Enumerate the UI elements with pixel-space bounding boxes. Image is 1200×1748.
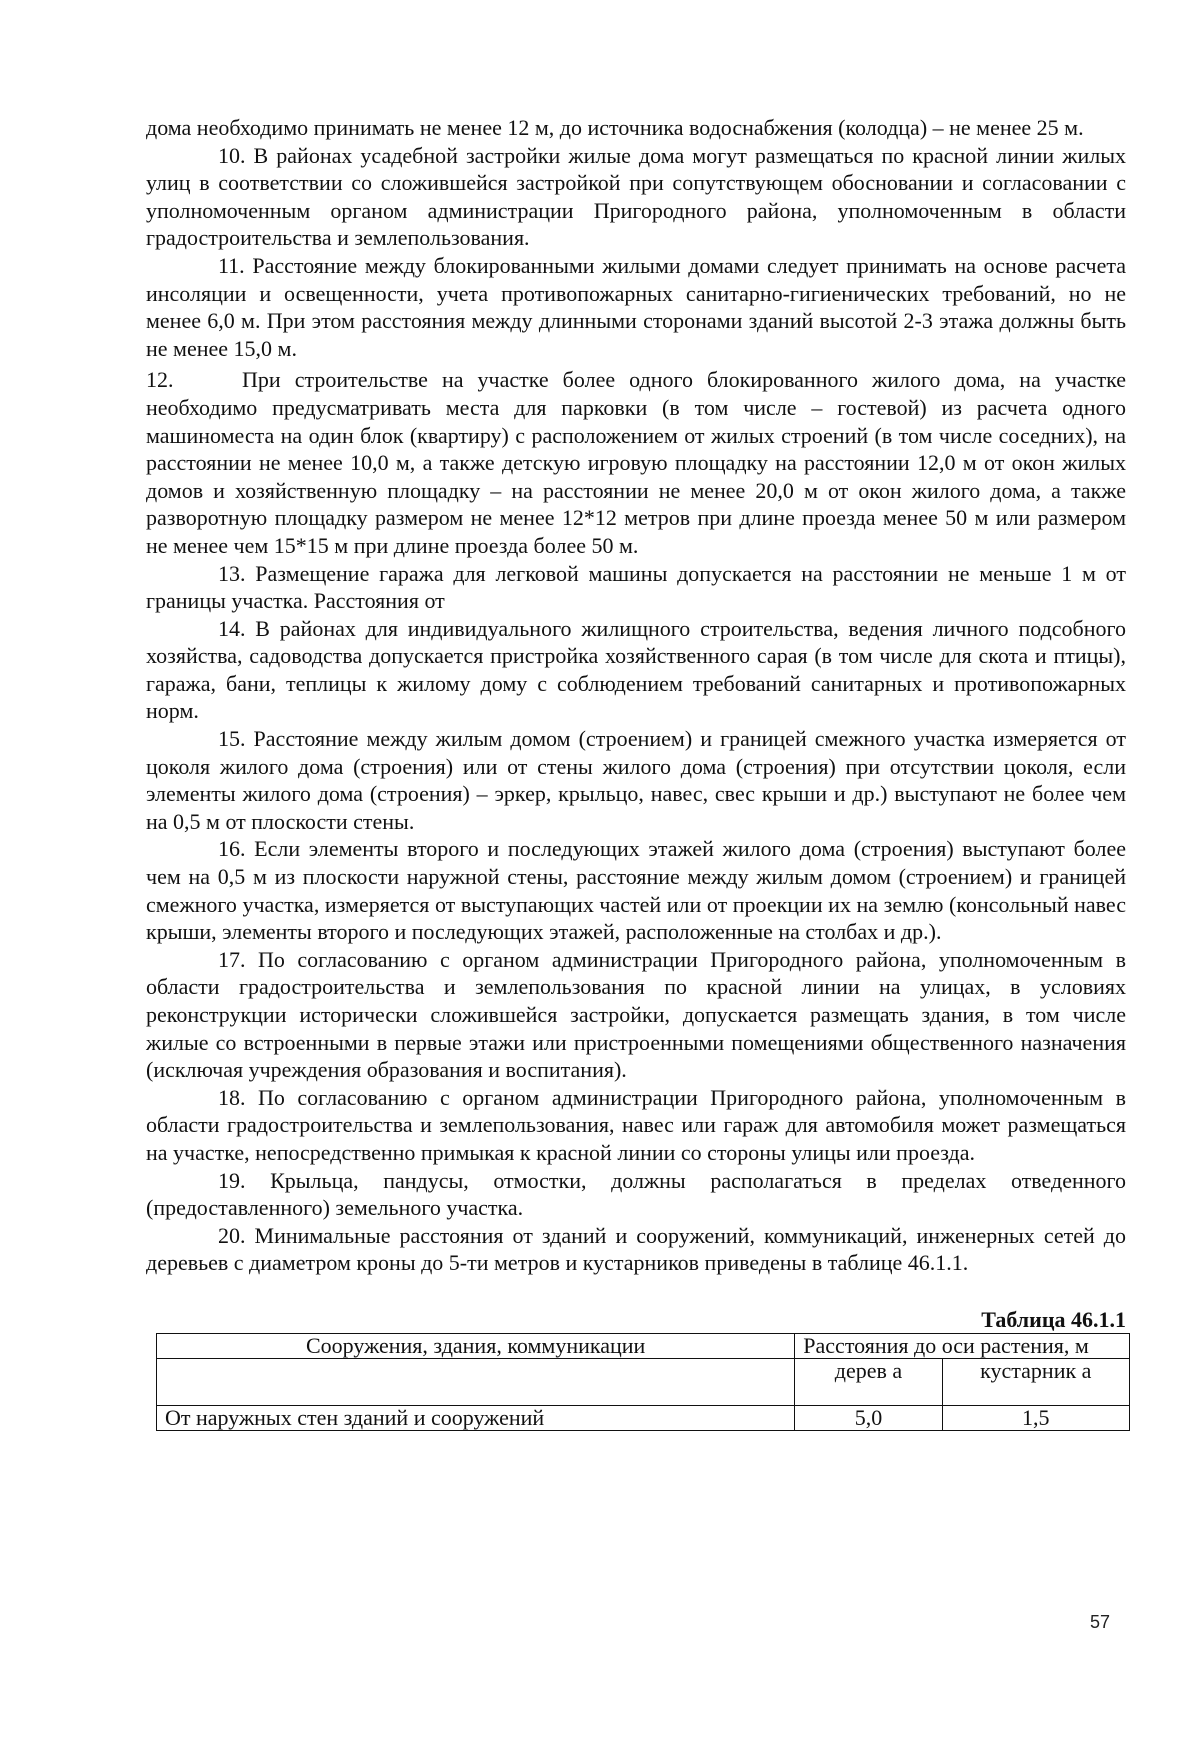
paragraph-15: 15. Расстояние между жилым домом (строением) и границей смежного участка измеряется от цоколя жилого дома (строения) или от стены жилого дома (строения) при отсутствии цоколя, если элементы жилого дома (строения) – эркер, крыльцо, навес, свес крыши и др.) выступают не более чем на 0,5 м от плоскости стены. — [146, 726, 1126, 834]
paragraph-19: 19. Крыльца, пандусы, отмостки, должны располагаться в пределах отведенного (предоставленного) земельного участка. — [146, 1167, 1126, 1221]
subheader-empty — [157, 1358, 795, 1405]
table-subheader-row — [157, 1358, 1130, 1405]
header-distance: Расстояния до оси растения, м — [795, 1333, 1130, 1358]
paragraph-11: 11. Расстояние между блокированными жилыми домами следует принимать на основе расчета инсоляции и освещенности, учета противопожарных санитарно-гигиенических требований, но не менее 6,0 м. При этом расстояния между длинными сторонами зданий высотой 2-3 этажа должны быть не менее 15,0 м. — [146, 252, 1126, 361]
paragraph-14: 14. В районах для индивидуального жилищного строительства, ведения личного подсобного хозяйства, садоводства допускается пристройка хозяйственного сарая (в том числе для скота и птицы), гаража, бани, теплицы к жилому дому с соблюдением требований санитарных и противопожарных норм. — [146, 615, 1126, 724]
document-page — [146, 114, 1126, 1431]
paragraph-18: 18. По согласованию с органом администрации Пригородного района, уполномоченным в области градостроительства и землепользования, навес или гараж для автомобиля может размещаться на участке, непосредственно примыкая к красной линии со стороны улицы или проезда. — [146, 1084, 1126, 1165]
subheader-shrubs: кустарник а — [942, 1358, 1129, 1405]
subheader-trees: дерев а — [795, 1358, 942, 1405]
header-structures: Сооружения, здания, коммуникации — [157, 1333, 795, 1358]
page-number: 57 — [1090, 1612, 1111, 1632]
paragraph-10: 10. В районах усадебной застройки жилые дома могут размещаться по красной линии жилых улиц в соответствии со сложившейся застройкой при сопутствующем обосновании и согласовании с уполномоченным органом администрации Пригородного района, уполномоченным в области градостроительства и землепользования. — [146, 142, 1126, 251]
paragraph-12-number: 12. — [146, 367, 174, 393]
paragraph-16: 16. Если элементы второго и последующих этажей жилого дома (строения) выступают более чем на 0,5 м из плоскости наружной стены, расстояние между жилым домом (строением) и границей смежного участка, измеряется от выступающих частей или от проекции их на землю (консольный навес крыши, элементы второго и последующих этажей, расположенные на столбах и др.). — [146, 836, 1126, 945]
table-caption: Таблица 46.1.1 — [981, 1306, 1126, 1332]
paragraph-continuation: дома необходимо принимать не менее 12 м, до источника водоснабжения (колодца) – не менее 25 м. — [146, 115, 1084, 140]
row-label: От наружных стен зданий и сооружений — [157, 1405, 795, 1430]
paragraph-20: 20. Минимальные расстояния от зданий и сооружений, коммуникаций, инженерных сетей до деревьев с диаметром кроны до 5-ти метров и кустарников приведены в таблице 46.1.1. — [146, 1222, 1126, 1276]
paragraph-12 — [146, 366, 1126, 559]
distance-table — [156, 1333, 1130, 1431]
table-row — [157, 1405, 1130, 1430]
paragraph-13: 13. Размещение гаража для легковой машины допускается на расстоянии не меньше 1 м от границы участка. Расстояния от — [146, 560, 1126, 614]
paragraph-17: 17. По согласованию с органом администрации Пригородного района, уполномоченным в области градостроительства и землепользования по красной линии на улицах, в условиях реконструкции исторически сложившейся застройки, допускается размещать здания, в том числе жилые со встроенными в первые этажи или пристроенными помещениями общественного назначения (исключая учреждения образования и воспитания). — [146, 946, 1126, 1083]
row-shrubs-value: 1,5 — [942, 1405, 1129, 1430]
row-trees-value: 5,0 — [795, 1405, 942, 1430]
table-header-row — [157, 1333, 1130, 1358]
paragraph-12-text: При строительстве на участке более одного блокированного жилого дома, на участке необходимо предусматривать места для парковки (в том числе – гостевой) из расчета одного машиноместа на один блок (квартиру) с расположением от жилых строений (в том числе соседних), на расстоянии не менее 10,0 м, а также детскую игровую площадку на расстоянии 12,0 м от окон жилых домов и хозяйственную площадку – на расстоянии не менее 20,0 м от окон жилого дома, а также разворотную площадку размером не менее 12*12 метров при длине проезда менее 50 м или размером не менее чем 15*15 м при длине проезда более 50 м. — [146, 367, 1126, 558]
